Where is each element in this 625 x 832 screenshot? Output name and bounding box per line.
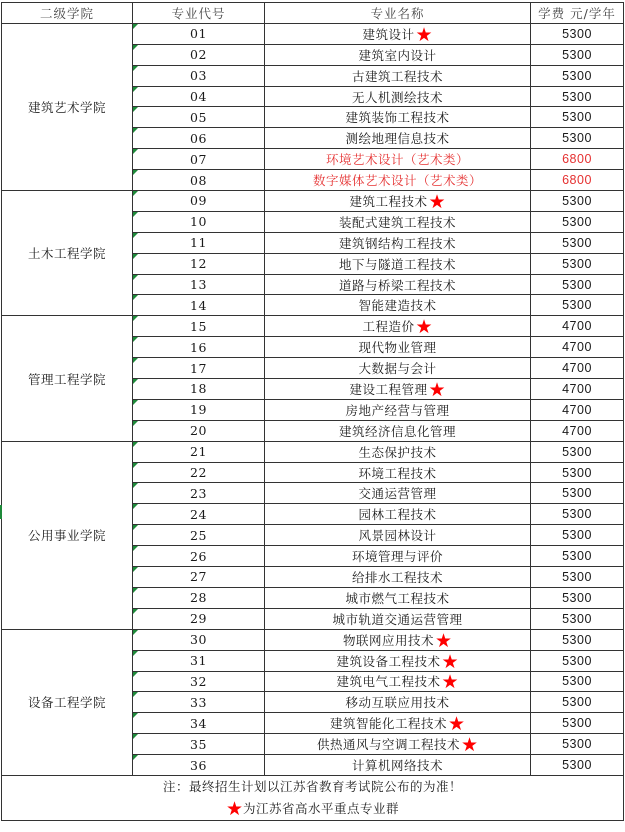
major-name: 建筑装饰工程技术 <box>345 110 450 126</box>
legend <box>2 798 623 820</box>
major-name-cell <box>265 191 531 212</box>
fee-cell: 4700 <box>531 420 624 441</box>
star-icon: ★ <box>225 797 244 820</box>
major-name: 计算机网络技术 <box>351 758 443 773</box>
code-cell: 23 <box>133 483 265 504</box>
fee-cell: 5300 <box>531 692 624 713</box>
star-icon: ★ <box>447 713 466 734</box>
major-name-cell <box>265 608 531 629</box>
header-college: 二级学院 <box>2 3 133 24</box>
major-name-cell <box>265 274 531 295</box>
major-name-cell <box>265 128 531 149</box>
major-name: 古建筑工程技术 <box>351 68 443 84</box>
major-name: 环境工程技术 <box>358 465 437 481</box>
header-row <box>2 3 624 24</box>
fee-cell: 5300 <box>531 253 624 274</box>
code-cell: 29 <box>133 608 265 629</box>
table-row <box>2 441 624 462</box>
fee-cell: 4700 <box>531 358 624 379</box>
star-icon: ★ <box>415 316 433 337</box>
major-name: 数字媒体艺术设计（艺术类） <box>312 173 482 189</box>
fee-cell: 4700 <box>531 337 624 358</box>
code-cell: 19 <box>133 399 265 420</box>
code-cell: 26 <box>133 546 265 567</box>
fee-cell: 4700 <box>531 316 624 337</box>
major-name: 城市燃气工程技术 <box>345 590 450 606</box>
major-name: 园林工程技术 <box>358 507 437 523</box>
major-name: 生态保护技术 <box>358 444 437 460</box>
major-name-cell <box>265 23 531 44</box>
table-row <box>2 629 624 650</box>
major-name-cell <box>265 44 531 65</box>
college-cell: 土木工程学院 <box>2 191 133 316</box>
code-cell: 12 <box>133 253 265 274</box>
note-cell <box>2 775 624 820</box>
header-code: 专业代号 <box>133 3 265 24</box>
legend-text: 为江苏省高水平重点专业群 <box>243 800 400 816</box>
major-name-cell <box>265 755 531 776</box>
college-cell: 设备工程学院 <box>2 629 133 775</box>
major-name-cell <box>265 358 531 379</box>
major-name-cell <box>265 587 531 608</box>
fee-cell: 5300 <box>531 65 624 86</box>
fee-cell: 5300 <box>531 567 624 588</box>
fee-cell: 5300 <box>531 608 624 629</box>
major-name: 建筑工程技术 <box>349 193 428 209</box>
major-name: 建筑经济信息化管理 <box>338 423 456 439</box>
code-cell: 30 <box>133 629 265 650</box>
fee-cell: 5300 <box>531 629 624 650</box>
major-name: 智能建造技术 <box>358 298 437 314</box>
major-name-cell <box>265 483 531 504</box>
major-name: 建筑室内设计 <box>358 47 437 63</box>
major-name: 地下与隧道工程技术 <box>338 256 456 272</box>
major-name: 交通运营管理 <box>358 486 437 502</box>
major-name: 物联网应用技术 <box>342 632 434 648</box>
header-name: 专业名称 <box>265 3 531 24</box>
code-cell: 20 <box>133 420 265 441</box>
code-cell: 16 <box>133 337 265 358</box>
major-name-cell <box>265 671 531 692</box>
header-fee: 学费 元/学年 <box>531 3 624 24</box>
fee-cell: 5300 <box>531 44 624 65</box>
fee-cell: 5300 <box>531 671 624 692</box>
fee-cell: 5300 <box>531 587 624 608</box>
fee-cell: 5300 <box>531 713 624 734</box>
college-cell: 公用事业学院 <box>2 441 133 629</box>
fee-cell: 5300 <box>531 650 624 671</box>
major-name-cell <box>265 399 531 420</box>
major-name-cell <box>265 316 531 337</box>
star-icon: ★ <box>428 190 446 212</box>
major-name-cell <box>265 211 531 232</box>
major-name-cell <box>265 504 531 525</box>
star-icon: ★ <box>415 23 433 45</box>
code-cell: 36 <box>133 755 265 776</box>
selection-marker <box>0 505 2 519</box>
major-name: 无人机测绘技术 <box>351 89 443 105</box>
fee-cell: 5300 <box>531 128 624 149</box>
code-cell: 21 <box>133 441 265 462</box>
note-text: 注：最终招生计划以江苏省教育考试院公布的为准！ <box>162 778 462 794</box>
major-name-cell <box>265 734 531 755</box>
code-cell: 28 <box>133 587 265 608</box>
code-cell: 11 <box>133 232 265 253</box>
major-name-cell <box>265 149 531 170</box>
fee-cell: 5300 <box>531 546 624 567</box>
major-name-cell <box>265 232 531 253</box>
star-icon: ★ <box>434 629 453 651</box>
major-name: 移动互联应用技术 <box>345 695 450 711</box>
fee-cell: 5300 <box>531 483 624 504</box>
fee-cell: 5300 <box>531 504 624 525</box>
major-name: 环境艺术设计（艺术类） <box>325 152 469 168</box>
fee-cell: 5300 <box>531 86 624 107</box>
code-cell: 25 <box>133 525 265 546</box>
fee-cell: 5300 <box>531 462 624 483</box>
code-cell: 02 <box>133 44 265 65</box>
star-icon: ★ <box>441 650 459 671</box>
fee-cell: 5300 <box>531 525 624 546</box>
fee-cell: 6800 <box>531 149 624 170</box>
fee-cell: 5300 <box>531 755 624 776</box>
code-cell: 08 <box>133 170 265 191</box>
major-name: 城市轨道交通运营管理 <box>332 611 463 627</box>
table-row <box>2 316 624 337</box>
major-name: 建筑设计 <box>362 26 415 42</box>
fee-cell: 5300 <box>531 211 624 232</box>
major-name: 给排水工程技术 <box>351 569 443 585</box>
code-cell: 03 <box>133 65 265 86</box>
fee-cell: 5300 <box>531 295 624 316</box>
code-cell: 15 <box>133 316 265 337</box>
major-name-cell <box>265 629 531 650</box>
fee-cell: 5300 <box>531 107 624 128</box>
major-name: 道路与桥梁工程技术 <box>338 277 456 293</box>
table-body <box>2 23 624 775</box>
major-name-cell <box>265 462 531 483</box>
major-name-cell <box>265 379 531 400</box>
major-name: 建筑设备工程技术 <box>336 653 441 669</box>
major-name: 风景园林设计 <box>358 528 437 544</box>
fee-cell: 5300 <box>531 232 624 253</box>
major-name: 工程造价 <box>362 319 415 335</box>
code-cell: 35 <box>133 734 265 755</box>
star-icon: ★ <box>441 671 459 692</box>
major-name: 供热通风与空调工程技术 <box>316 737 460 753</box>
code-cell: 09 <box>133 191 265 212</box>
major-name-cell <box>265 525 531 546</box>
college-cell: 管理工程学院 <box>2 316 133 441</box>
fee-cell: 6800 <box>531 170 624 191</box>
major-name: 装配式建筑工程技术 <box>338 214 456 230</box>
code-cell: 32 <box>133 671 265 692</box>
major-name-cell <box>265 546 531 567</box>
major-name: 房地产经营与管理 <box>345 402 450 418</box>
major-name-cell <box>265 65 531 86</box>
major-name-cell <box>265 295 531 316</box>
major-name: 建筑电气工程技术 <box>336 674 441 690</box>
major-name: 测绘地理信息技术 <box>345 131 450 147</box>
major-name: 建设工程管理 <box>349 381 428 397</box>
major-name: 建筑钢结构工程技术 <box>338 235 456 251</box>
major-name: 建筑智能化工程技术 <box>329 716 447 732</box>
fee-cell: 5300 <box>531 274 624 295</box>
fee-cell: 4700 <box>531 399 624 420</box>
code-cell: 27 <box>133 567 265 588</box>
major-name-cell <box>265 692 531 713</box>
major-name: 现代物业管理 <box>358 340 437 356</box>
major-name: 环境管理与评价 <box>351 549 443 565</box>
star-icon: ★ <box>428 378 446 400</box>
table-row <box>2 191 624 212</box>
college-cell: 建筑艺术学院 <box>2 23 133 190</box>
major-name-cell <box>265 567 531 588</box>
code-cell: 17 <box>133 358 265 379</box>
code-cell: 13 <box>133 274 265 295</box>
code-cell: 10 <box>133 211 265 232</box>
fee-cell: 5300 <box>531 23 624 44</box>
code-cell: 04 <box>133 86 265 107</box>
major-name-cell <box>265 107 531 128</box>
star-icon: ★ <box>460 734 479 755</box>
table-row <box>2 23 624 44</box>
code-cell: 24 <box>133 504 265 525</box>
code-cell: 33 <box>133 692 265 713</box>
code-cell: 14 <box>133 295 265 316</box>
major-name-cell <box>265 170 531 191</box>
fee-cell: 5300 <box>531 441 624 462</box>
code-cell: 18 <box>133 379 265 400</box>
major-name-cell <box>265 86 531 107</box>
code-cell: 01 <box>133 23 265 44</box>
code-cell: 07 <box>133 149 265 170</box>
major-name-cell <box>265 441 531 462</box>
major-name-cell <box>265 253 531 274</box>
major-name-cell <box>265 650 531 671</box>
major-fee-table <box>1 2 624 821</box>
note-row <box>2 775 624 820</box>
code-cell: 06 <box>133 128 265 149</box>
fee-cell: 4700 <box>531 379 624 400</box>
code-cell: 05 <box>133 107 265 128</box>
code-cell: 34 <box>133 713 265 734</box>
fee-cell: 5300 <box>531 191 624 212</box>
major-name-cell <box>265 420 531 441</box>
code-cell: 31 <box>133 650 265 671</box>
major-name-cell <box>265 713 531 734</box>
code-cell: 22 <box>133 462 265 483</box>
fee-cell: 5300 <box>531 734 624 755</box>
major-name: 大数据与会计 <box>358 361 437 377</box>
major-name-cell <box>265 337 531 358</box>
